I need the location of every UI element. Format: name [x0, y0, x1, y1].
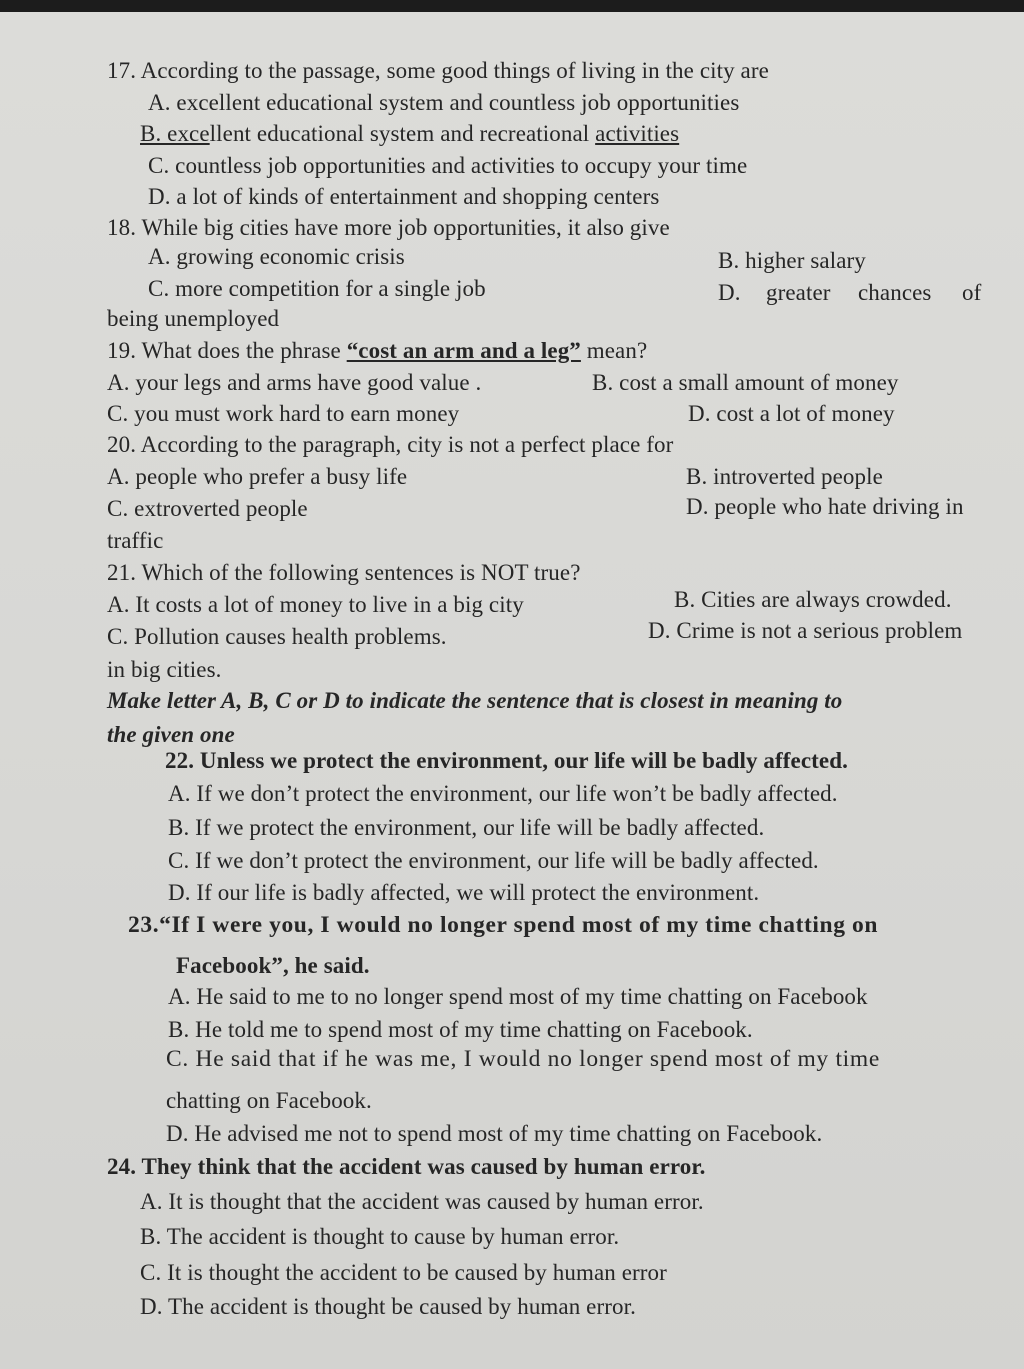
- q24-option-b: B. The accident is thought to cause by human error.: [140, 1224, 620, 1249]
- q17-option-b-text: llent educational system and recreational: [209, 121, 596, 146]
- q23-stem-line-1: 23.“If I were you, I would no longer spend most of my time chatting on: [128, 912, 879, 938]
- q21-option-d: D. Crime is not a serious problem: [648, 618, 963, 643]
- q20-option-d: D. people who hate driving in: [686, 494, 964, 519]
- top-border: [0, 0, 1024, 12]
- q22-option-c: C. If we don’t protect the environment, our life will be badly affected.: [168, 848, 819, 873]
- q20-option-b: B. introverted people: [686, 464, 883, 489]
- q23-stem-line-2: Facebook”, he said.: [176, 953, 370, 978]
- q18-option-d-3: chances: [858, 280, 932, 305]
- q17-stem: 17. According to the passage, some good things of living in the city are: [107, 58, 769, 83]
- q18-option-d-4: of: [962, 280, 982, 305]
- q24-stem: 24. They think that the accident was caused by human error.: [107, 1154, 706, 1179]
- q22-option-a: A. If we don’t protect the environment, our life won’t be badly affected.: [168, 781, 838, 806]
- q21-option-d-continued: in big cities.: [107, 657, 222, 682]
- q21-option-c: C. Pollution causes health problems.: [107, 624, 447, 649]
- q21-stem: 21. Which of the following sentences is NOT true?: [107, 560, 581, 585]
- q18-option-c: C. more competition for a single job: [148, 276, 486, 301]
- q17-option-b-underlined-word: activities: [595, 121, 680, 146]
- q18-option-d-2: greater: [766, 280, 831, 305]
- q20-option-a: A. people who prefer a busy life: [107, 464, 408, 489]
- q23-option-c-line-2: chatting on Facebook.: [166, 1088, 372, 1113]
- instruction-line-2: the given one: [107, 722, 235, 747]
- q20-option-d-continued: traffic: [107, 528, 164, 553]
- instruction-line-1: Make letter A, B, C or D to indicate the sentence that is closest in meaning to: [107, 688, 843, 713]
- q17-option-c: C. countless job opportunities and activities to occupy your time: [148, 153, 748, 178]
- q19-stem-post: mean?: [580, 338, 648, 363]
- q19-option-a: A. your legs and arms have good value .: [107, 370, 482, 395]
- q17-option-b-underlined: B. exce: [140, 121, 210, 146]
- q18-option-d-continued: being unemployed: [107, 306, 280, 331]
- q23-option-b: B. He told me to spend most of my time chatting on Facebook.: [168, 1017, 753, 1042]
- q24-option-d: D. The accident is thought be caused by human error.: [140, 1294, 636, 1319]
- q24-option-c: C. It is thought the accident to be caused by human error: [140, 1260, 667, 1285]
- q19-option-c: C. you must work hard to earn money: [107, 401, 460, 426]
- q19-stem-pre: 19. What does the phrase: [107, 338, 347, 363]
- q24-option-a: A. It is thought that the accident was caused by human error.: [140, 1189, 704, 1214]
- q19-option-b: B. cost a small amount of money: [592, 370, 899, 395]
- q19-stem: [107, 338, 647, 364]
- q22-option-b: B. If we protect the environment, our life will be badly affected.: [168, 815, 765, 840]
- q23-option-c-line-1: C. He said that if he was me, I would no longer spend most of my time: [166, 1046, 881, 1072]
- q20-stem: 20. According to the paragraph, city is not a perfect place for: [107, 432, 674, 457]
- q18-stem: 18. While big cities have more job opportunities, it also give: [107, 215, 670, 240]
- q19-phrase: “cost an arm and a leg”: [346, 338, 581, 363]
- q21-option-a: A. It costs a lot of money to live in a big city: [107, 592, 524, 617]
- q18-option-a: A. growing economic crisis: [148, 244, 405, 269]
- q22-option-d: D. If our life is badly affected, we will protect the environment.: [168, 880, 760, 905]
- q23-option-a: A. He said to me to no longer spend most of my time chatting on Facebook: [168, 984, 868, 1009]
- q19-option-d: D. cost a lot of money: [688, 401, 895, 426]
- q21-option-b: B. Cities are always crowded.: [674, 587, 952, 612]
- q23-option-d: D. He advised me not to spend most of my time chatting on Facebook.: [166, 1121, 823, 1146]
- q20-option-c: C. extroverted people: [107, 496, 308, 521]
- q18-option-d-1: D.: [718, 280, 741, 305]
- q22-stem: 22. Unless we protect the environment, our life will be badly affected.: [165, 748, 848, 773]
- q17-option-d: D. a lot of kinds of entertainment and shopping centers: [148, 184, 660, 209]
- q17-option-b: [140, 121, 679, 147]
- q18-option-b: B. higher salary: [718, 248, 866, 273]
- q17-option-a: A. excellent educational system and countless job opportunities: [148, 90, 740, 115]
